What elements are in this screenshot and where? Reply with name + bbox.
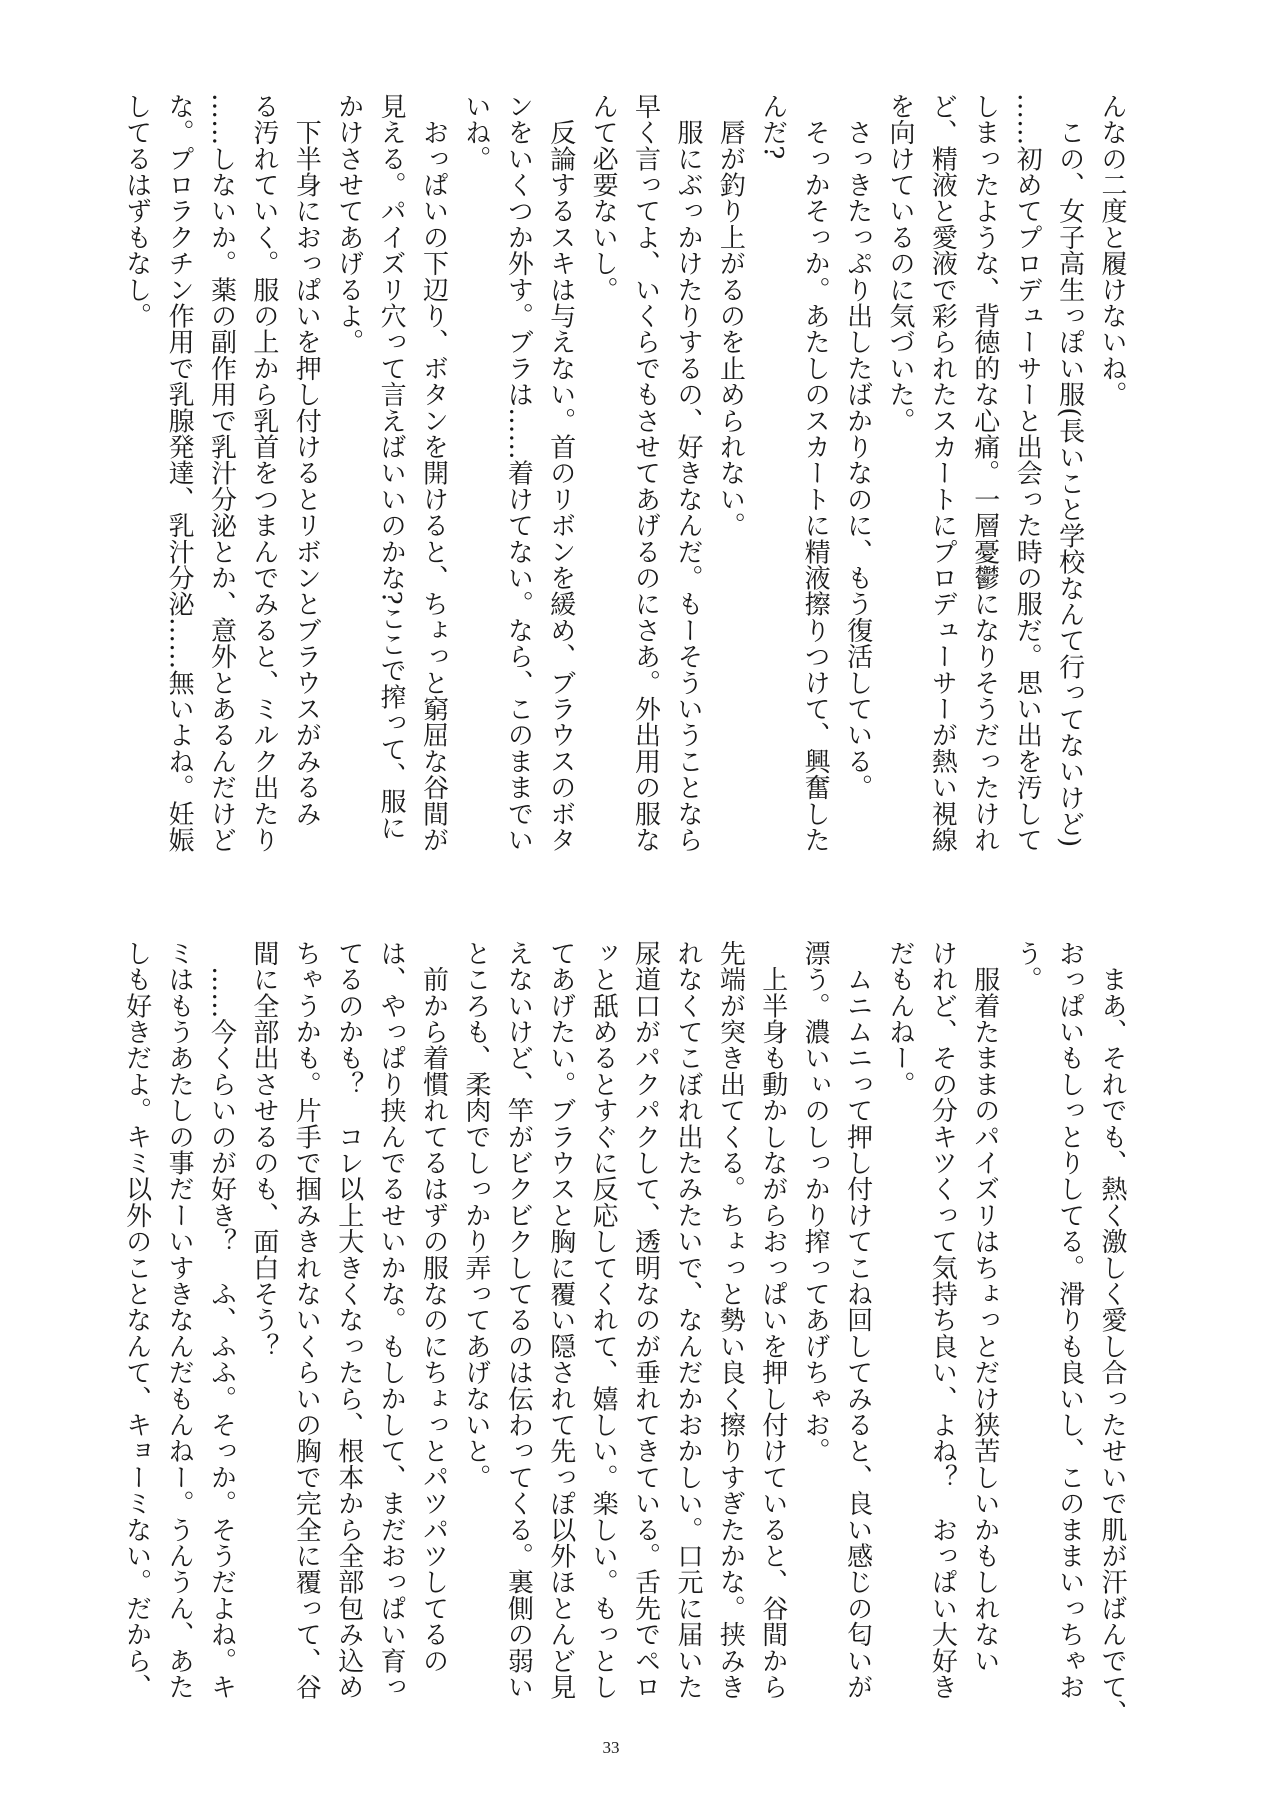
text-line: 見える。パイズリ穴って言えばいいのかな?ここで搾って、服に: [376, 93, 407, 841]
text-line: ……しないか。薬の副作用で乳汁分泌とか、意外とあるんだけど: [206, 93, 237, 853]
text-line: おっぱいもしっとりしてる。滑りも良いし、このままいっちゃお: [1054, 940, 1085, 1700]
text-line: 漂う。濃いぃのしっかり搾ってあげちゃお。: [800, 940, 831, 1464]
text-line: 唇が釣り上がるのを止められない。: [715, 93, 746, 539]
text-line: ミはもうあたしの事だーいすきなんだもんねー。うんうん、あた: [164, 940, 195, 1700]
text-line: んなの二度と履けないね。: [1097, 93, 1127, 408]
text-line: ッと舐めるとすぐに反応してくれて、嬉しい。楽しい。もっとし: [588, 940, 619, 1700]
text-line: 早く言ってよ、いくらでもさせてあげるのにさあ。外出用の服な: [630, 93, 661, 853]
text-line: しまったような、背徳的な心痛。一層憂鬱になりそうだったけれ: [969, 93, 1000, 853]
text-line: 前から着慣れてるはずの服なのにちょっとパツパツしてるの: [418, 940, 449, 1674]
text-line: いね。: [460, 93, 491, 172]
text-block-top: [115, 93, 1133, 863]
text-line: そっかそっか。あたしのスカートに精液擦りつけて、興奮した: [800, 93, 831, 853]
text-line: 服着たままのパイズリはちょっとだけ狭苦しいかもしれない: [969, 940, 1000, 1674]
text-line: ンをいくつか外す。ブラは……着けてない。なら、このままでい: [503, 93, 534, 853]
text-line: ど、精液と愛液で彩られたスカートにプロデューサーが熱い視線: [927, 93, 958, 853]
text-line: えないけど、竿がビクビクしてるのは伝わってくる。裏側の弱い: [503, 940, 534, 1700]
text-line: 上半身も動かしながらおっぱいを押し付けていると、谷間から: [757, 940, 788, 1700]
text-line: れなくてこぼれ出たみたいで、なんだかおかしい。口元に届いた: [672, 940, 703, 1700]
text-line: な。プロラクチン作用で乳腺発達、乳汁分泌……無いよね。妊娠: [164, 93, 195, 853]
text-line: かけさせてあげるよ。: [333, 93, 364, 355]
text-line: を向けているのに気づいた。: [884, 93, 915, 434]
text-line: んて必要ないし。: [588, 93, 619, 303]
text-line: ちゃうかも。片手で掴みきれないくらいの胸で完全に覆って、谷: [291, 940, 322, 1700]
text-line: ムニムニって押し付けてこね回してみると、良い感じの匂いが: [842, 940, 873, 1700]
text-line: 服にぶっかけたりするの、好きなんだ。もーそういうことなら: [672, 93, 703, 853]
text-line: んだ?: [757, 93, 788, 160]
text-line: は、やっぱり挟んでるせいかな。もしかして、まだおっぱい育っ: [376, 940, 407, 1700]
text-line: ……初めてプロデューサーと出会った時の服だ。思い出を汚して: [1012, 93, 1043, 853]
text-line: まあ、それでも、熱く激しく愛し合ったせいで肌が汗ばんでて、: [1097, 940, 1127, 1726]
text-line: おっぱいの下辺り、ボタンを開けると、ちょっと窮屈な谷間が: [418, 93, 449, 853]
text-line: う。: [1012, 940, 1043, 993]
page-number: 33: [602, 1738, 620, 1757]
text-line: ところも、柔肉でしっかり弄ってあげないと。: [460, 940, 491, 1491]
text-line: けれど、その分キツくって気持ち良い、よね？ おっぱい大好き: [927, 940, 958, 1700]
text-line: てるのかも？ コレ以上大きくなったら、根本から全部包み込め: [333, 940, 364, 1700]
text-line: 反論するスキは与えない。首のリボンを緩め、ブラウスのボタ: [545, 93, 576, 853]
text-line: しも好きだよ。キミ以外のことなんて、キョーミない。だから、: [121, 940, 152, 1700]
text-line: さっきたっぷり出したばかりなのに、もう復活している。: [842, 93, 873, 801]
text-line: 間に全部出させるのも、面白そう？: [248, 940, 279, 1360]
text-block-bottom: [115, 940, 1133, 1726]
text-line: ……今くらいのが好き？ ふ、ふふ。そっか。そうだよね。キ: [206, 940, 237, 1700]
text-line: してるはずもなし。: [121, 93, 152, 329]
text-line: 下半身におっぱいを押し付けるとリボンとブラウスがみるみ: [291, 93, 322, 827]
text-line: だもんねー。: [884, 940, 915, 1098]
text-line: てあげたい。ブラウスと胸に覆い隠されて先っぽ以外ほとんど見: [545, 940, 576, 1700]
text-line: る汚れていく。服の上から乳首をつまんでみると、ミルク出たり: [248, 93, 279, 853]
text-line: 尿道口がパクパクして、透明なのが垂れてきている。舌先でペロ: [630, 940, 661, 1700]
text-line: この、女子高生っぽい服(長いこと学校なんて行ってないけど): [1054, 93, 1085, 848]
text-line: 先端が突き出てくる。ちょっと勢い良く擦りすぎたかな。挟みき: [715, 940, 746, 1700]
